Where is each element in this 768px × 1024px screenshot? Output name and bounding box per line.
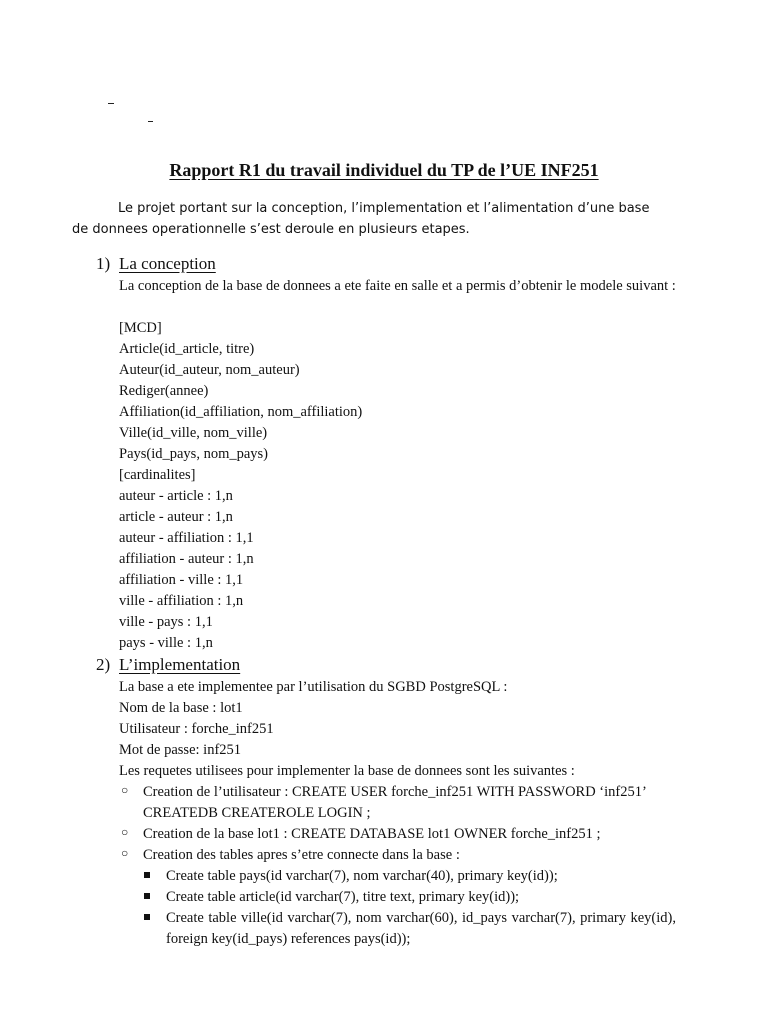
stray-mark-2 xyxy=(148,121,153,122)
section-1-paragraph: La conception de la base de donnees a ete faite en salle et a permis d’obtenir le modele suivant : xyxy=(119,278,676,294)
circle-bullet-icon: ○ xyxy=(121,783,129,797)
circle-bullet-icon: ○ xyxy=(121,846,129,860)
section-1-line: Pays(id_pays, nom_pays) xyxy=(119,446,269,462)
stray-mark-1 xyxy=(108,103,114,104)
section-1-line: affiliation - ville : 1,1 xyxy=(119,572,244,588)
section-2-line: Les requetes utilisees pour implementer la base de donnees sont les suivantes : xyxy=(119,763,575,779)
sub-list-item: Create table ville(id varchar(7), nom varchar(60), id_pays varchar(7), primary key(id), foreign key(id_pays) references pays(id)); xyxy=(166,910,676,947)
section-1-line: Affiliation(id_affiliation, nom_affiliation) xyxy=(119,404,363,420)
sub-list-item: Create table pays(id varchar(7), nom varchar(40), primary key(id)); xyxy=(166,868,558,884)
section-1-line: ville - pays : 1,1 xyxy=(119,614,213,630)
document-title: Rapport R1 du travail individuel du TP de l’UE INF251 xyxy=(169,160,599,180)
section-2-line: Mot de passe: inf251 xyxy=(119,742,242,758)
section-1-line: Auteur(id_auteur, nom_auteur) xyxy=(119,362,300,378)
section-1-line: auteur - article : 1,n xyxy=(119,488,233,504)
section-1-line: auteur - affiliation : 1,1 xyxy=(119,530,254,546)
sub-list-item: Create table article(id varchar(7), titre text, primary key(id)); xyxy=(166,889,520,905)
section-1-number: 1) xyxy=(96,254,111,273)
section-1-line: Article(id_article, titre) xyxy=(119,341,255,357)
square-bullet-icon xyxy=(144,914,150,920)
square-bullet-icon xyxy=(144,872,150,878)
section-1-line: [MCD] xyxy=(119,320,162,336)
section-2-line: La base a ete implementee par l’utilisation du SGBD PostgreSQL : xyxy=(119,679,508,695)
section-1-line: Ville(id_ville, nom_ville) xyxy=(119,425,268,441)
section-1-line: Rediger(annee) xyxy=(119,383,209,399)
circle-bullet-icon: ○ xyxy=(121,825,129,839)
section-1-line: [cardinalites] xyxy=(119,467,196,483)
section-1-line: pays - ville : 1,n xyxy=(119,635,213,651)
section-1-line: affiliation - auteur : 1,n xyxy=(119,551,254,567)
section-2-number: 2) xyxy=(96,655,111,674)
section-2-title: L’implementation xyxy=(119,655,241,674)
section-2-line: Nom de la base : lot1 xyxy=(119,700,243,716)
square-bullet-icon xyxy=(144,893,150,899)
section-2-line: Utilisateur : forche_inf251 xyxy=(119,721,274,737)
section-1-line: article - auteur : 1,n xyxy=(119,509,233,525)
list-item: Creation des tables apres s’etre connecte dans la base : xyxy=(143,847,460,863)
intro-paragraph: Le projet portant sur la conception, l’implementation et l’alimentation d’une base de donnees operationnelle s’est deroule en plusieurs etapes. xyxy=(72,201,650,237)
section-1-title: La conception xyxy=(119,254,216,273)
list-item: Creation de la base lot1 : CREATE DATABASE lot1 OWNER forche_inf251 ; xyxy=(143,826,601,842)
section-1-line: ville - affiliation : 1,n xyxy=(119,593,244,609)
list-item: Creation de l’utilisateur : CREATE USER forche_inf251 WITH PASSWORD ‘inf251’ CREATEDB CREATEROLE LOGIN ; xyxy=(143,784,646,821)
